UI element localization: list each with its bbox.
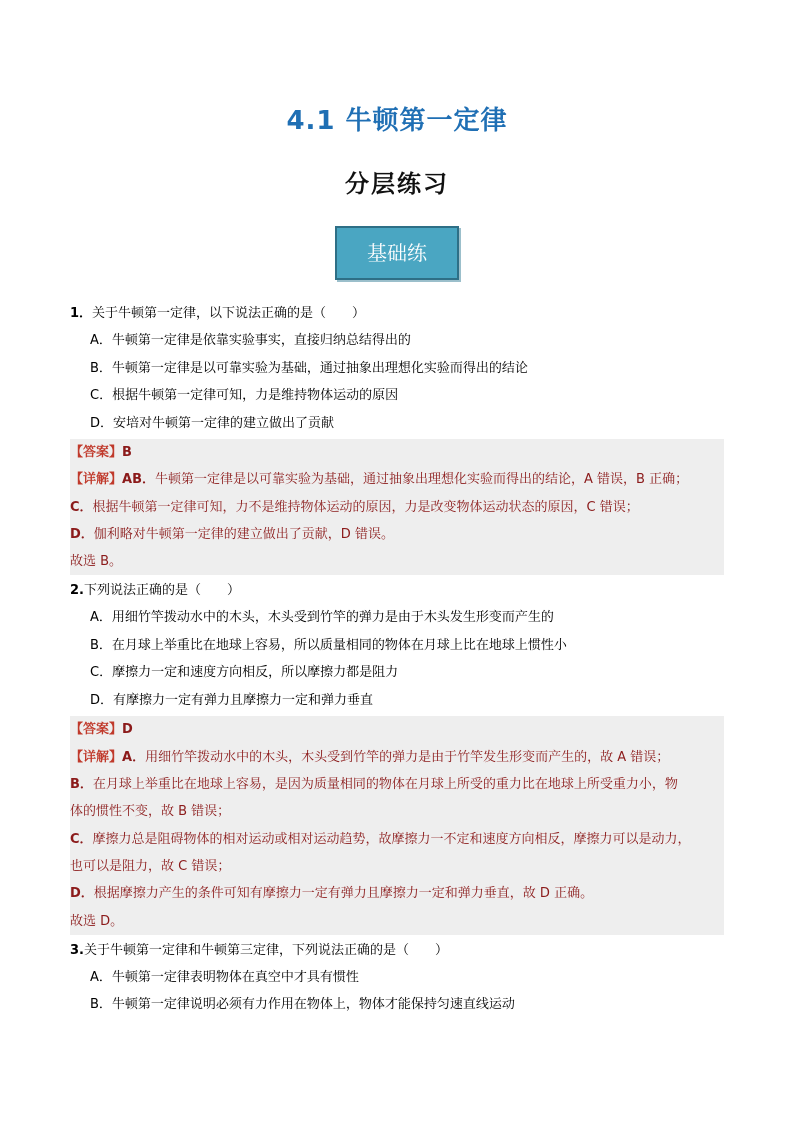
question-1-option-b: B．牛顿第一定律是以可靠实验为基础，通过抽象出理想化实验而得出的结论 — [90, 360, 528, 376]
detail-line: 【详解】AB．牛顿第一定律是以可靠实验为基础，通过抽象出理想化实验而得出的结论，A 错误，B 正确； — [70, 472, 689, 488]
detail-line: 【详解】A．用细竹竿拨动水中的木头，木头受到竹竿的弹力是由于竹竿发生形变而产生的，故 A 错误； — [70, 749, 670, 765]
detail-line: C．摩擦力总是阻碍物体的相对运动或相对运动趋势，故摩擦力一不定和速度方向相反，摩擦力可以是动力， — [70, 831, 691, 847]
detail-line: B．在月球上举重比在地球上容易，是因为质量相同的物体在月球上所受的重力比在地球上所受重力小，物 — [70, 777, 678, 793]
question-3-option-a: A．牛顿第一定律表明物体在真空中才具有惯性 — [90, 969, 359, 985]
question-1-stem: 1．关于牛顿第一定律，以下说法正确的是（ ） — [70, 306, 366, 321]
question-1-option-d: D．安培对牛顿第一定律的建立做出了贡献 — [90, 415, 335, 431]
question-1-option-a: A．牛顿第一定律是依靠实验事实，直接归纳总结得出的 — [90, 333, 411, 348]
answer-line: 【答案】D — [70, 722, 133, 738]
question-2-option-b: B．在月球上举重比在地球上容易，所以质量相同的物体在月球上比在地球上惯性小 — [90, 637, 567, 653]
detail-line: C．根据牛顿第一定律可知，力不是维持物体运动的原因，力是改变物体运动状态的原因，C 错误； — [70, 499, 639, 515]
page-subtitle: 分层练习 — [345, 169, 449, 198]
section-badge: 基础练 — [335, 226, 459, 280]
question-2-option-a: A．用细竹竿拨动水中的木头，木头受到竹竿的弹力是由于木头发生形变而产生的 — [90, 610, 554, 626]
question-2-option-d: D．有摩擦力一定有弹力且摩擦力一定和弹力垂直 — [90, 692, 374, 708]
question-3-stem: 3.关于牛顿第一定律和牛顿第三定律，下列说法正确的是（ ） — [70, 942, 448, 958]
question-2-option-c: C．摩擦力一定和速度方向相反，所以摩擦力都是阻力 — [90, 665, 399, 681]
question-list — [70, 300, 724, 1019]
answer-line: 【答案】B — [70, 445, 132, 460]
detail-line: 故选 B。 — [70, 554, 123, 570]
detail-line: 故选 D。 — [70, 913, 124, 929]
question-1-option-c: C．根据牛顿第一定律可知，力是维持物体运动的原因 — [90, 388, 399, 403]
detail-line: 也可以是阻力，故 C 错误； — [70, 858, 231, 874]
question-3-option-b: B．牛顿第一定律说明必须有力作用在物体上，物体才能保持匀速直线运动 — [90, 997, 515, 1013]
page-title: 4.1 牛顿第一定律 — [286, 106, 508, 136]
detail-line: D．伽利略对牛顿第一定律的建立做出了贡献，D 错误。 — [70, 526, 394, 542]
question-2-answer-block — [70, 716, 724, 934]
detail-line: 体的惯性不变，故 B 错误； — [70, 804, 231, 820]
detail-line: D．根据摩擦力产生的条件可知有摩擦力一定有弹力且摩擦力一定和弹力垂直，故 D 正确。 — [70, 886, 594, 902]
question-1-answer-block — [70, 439, 724, 575]
question-2-stem: 2.下列说法正确的是（ ） — [70, 583, 240, 599]
